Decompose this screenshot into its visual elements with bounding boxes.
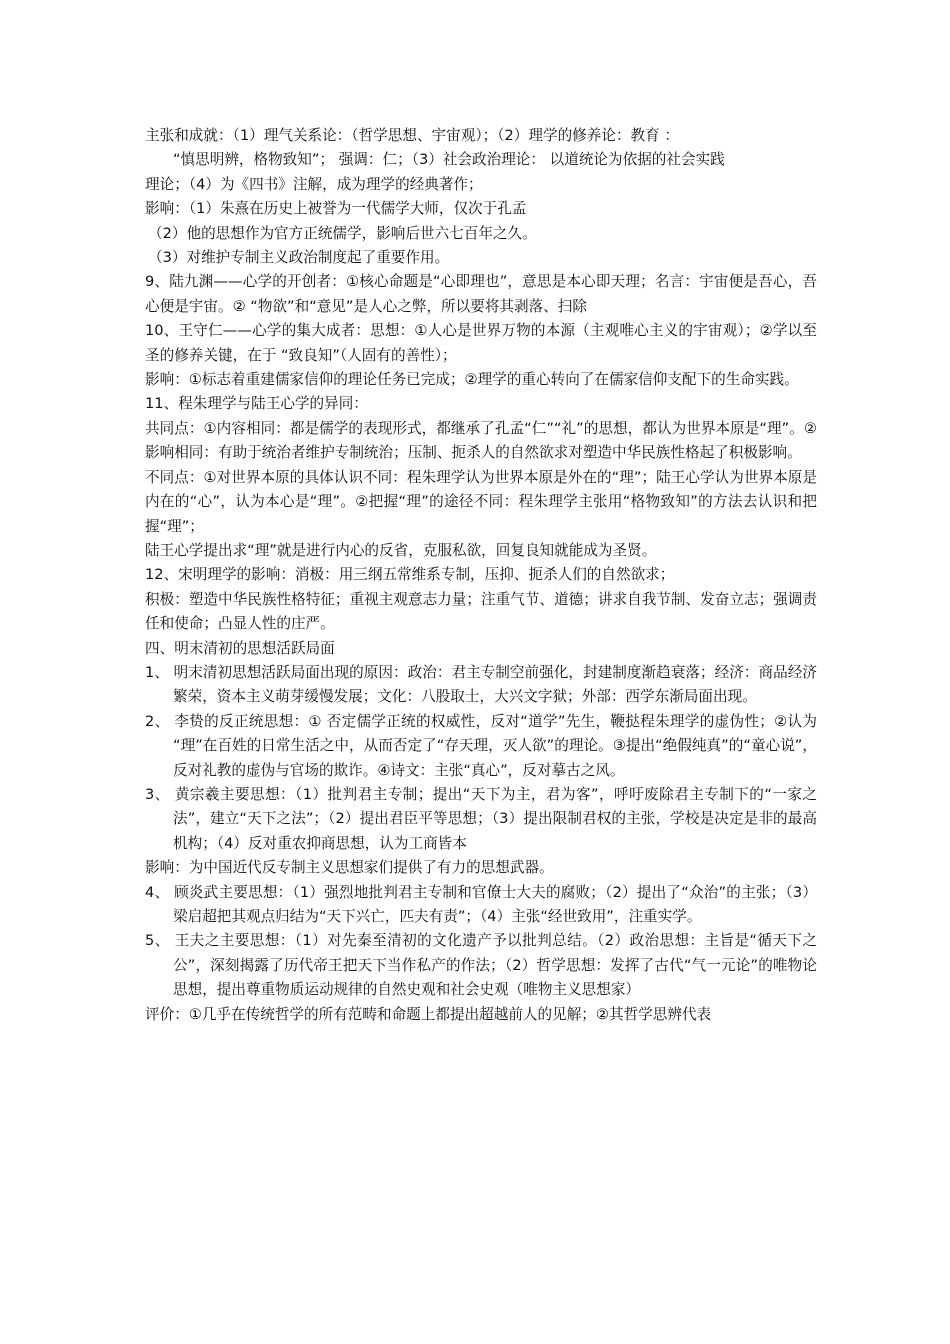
paragraph: 共同点：①内容相同：都是儒学的表现形式，都继承了孔孟“仁”“礼”的思想，都认为世界本原是“理”。②影响相同：有助于统治者维护专制统治；压制、扼杀人的自然欲求对塑造中华民族性格起了积极影响。 <box>145 419 817 462</box>
list-item: 4、 顾炎武主要思想：（1）强烈地批判君主专制和官僚士大夫的腐败；（2）提出了“众治”的主张；（3）梁启超把其观点归结为“天下兴亡，匹夫有责”；（4）主张“经世致用”，注重实学。 <box>145 883 817 925</box>
paragraph: 10、王守仁——心学的集大成者：思想：①人心是世界万物的本源（主观唯心主义的宇宙观）；②学以至圣的修养关键，在于 “致良知”（人固有的善性）； <box>145 322 817 364</box>
list-item: 3、 黄宗羲主要思想：（1）批判君主专制；提出“天下为主，君为客”，呼吁废除君主专制下的“一家之法”，建立“天下之法”；（2）提出君臣平等思想；（3）提出限制君权的主张，学校是决定是非的最高机构；（4）反对重农抑商思想，认为工商皆本 <box>145 785 817 852</box>
paragraph: （3）对维护专制主义政治制度起了重要作用。 <box>148 249 450 267</box>
section-heading: 四、明末清初的思想活跃局面 <box>145 639 335 657</box>
paragraph: 影响：①标志着重建儒家信仰的理论任务已完成；②理学的重心转向了在儒家信仰支配下的生命实践。 <box>145 371 799 389</box>
paragraph: 影响：（1）朱熹在历史上被誉为一代儒学大师，仅次于孔孟 <box>145 200 527 218</box>
paragraph: 11、程朱理学与陆王心学的异同： <box>145 395 368 413</box>
paragraph: （2）他的思想作为官方正统儒学，影响后世六七百年之久。 <box>148 224 537 242</box>
paragraph: 12、宋明理学的影响：消极：用三纲五常维系专制，压抑、扼杀人们的自然欲求； <box>145 566 675 584</box>
document-body <box>145 124 817 1027</box>
list-item: 5、 王夫之主要思想：（1）对先秦至清初的文化遗产予以批判总结。（2）政治思想：主旨是“循天下之公”，深刻揭露了历代帝王把天下当作私产的作法；（2）哲学思想：发挥了古代“气一元论”的唯物论思想，提出尊重物质运动规律的自然史观和社会史观（唯物主义思想家） <box>145 932 817 999</box>
paragraph: “慎思明辨，格物致知”； 强调：仁；（3）社会政治理论： 以道统论为依据的社会实践 <box>173 151 725 169</box>
paragraph: 不同点：①对世界本原的具体认识不同：程朱理学认为世界本原是外在的“理”；陆王心学认为世界本原是内在的“心”，认为本心是“理”。②把握“理”的途径不同：程朱理学主张用“格物致知”的方法去认识和把握“理”； <box>145 468 817 535</box>
paragraph: 积极：塑造中华民族性格特征；重视主观意志力量；注重气节、道德；讲求自我节制、发奋立志；强调责任和使命；凸显人性的庄严。 <box>145 590 817 633</box>
paragraph: 主张和成就：（1）理气关系论：（哲学思想、宇宙观）；（2）理学的修养论：教育 ： <box>145 127 679 144</box>
paragraph: 评价：①几乎在传统哲学的所有范畴和命题上都提出超越前人的见解；②其哲学思辨代表 <box>145 1005 712 1023</box>
list-item: 2、 李贽的反正统思想：① 否定儒学正统的权威性，反对“道学”先生，鞭挞程朱理学的虚伪性；②认为 “理”在百姓的日常生活之中，从而否定了“存天理，灭人欲”的理论。③提出“绝假纯真”的“童心说”，反对礼教的虚伪与官场的欺诈。④诗文：主张“真心”，反对摹古之风。 <box>145 712 817 779</box>
list-item: 1、 明末清初思想活跃局面出现的原因：政治：君主专制空前强化，封建制度渐趋衰落；经济：商品经济繁荣，资本主义萌芽缓慢发展；文化：八股取士，大兴文字狱；外部：西学东渐局面出现。 <box>145 663 817 706</box>
paragraph: 9、陆九渊——心学的开创者：①核心命题是“心即理也”，意思是本心即天理；名言：宇宙便是吾心，吾心便是宇宙。② “物欲”和“意见”是人心之弊，所以要将其剥落、扫除 <box>145 273 817 315</box>
paragraph: 影响：为中国近代反专制主义思想家们提供了有力的思想武器。 <box>145 859 554 877</box>
paragraph: 陆王心学提出求“理”就是进行内心的反省，克服私欲，回复良知就能成为圣贤。 <box>145 541 657 559</box>
paragraph: 理论；（4）为《四书》注解，成为理学的经典著作； <box>145 175 483 193</box>
